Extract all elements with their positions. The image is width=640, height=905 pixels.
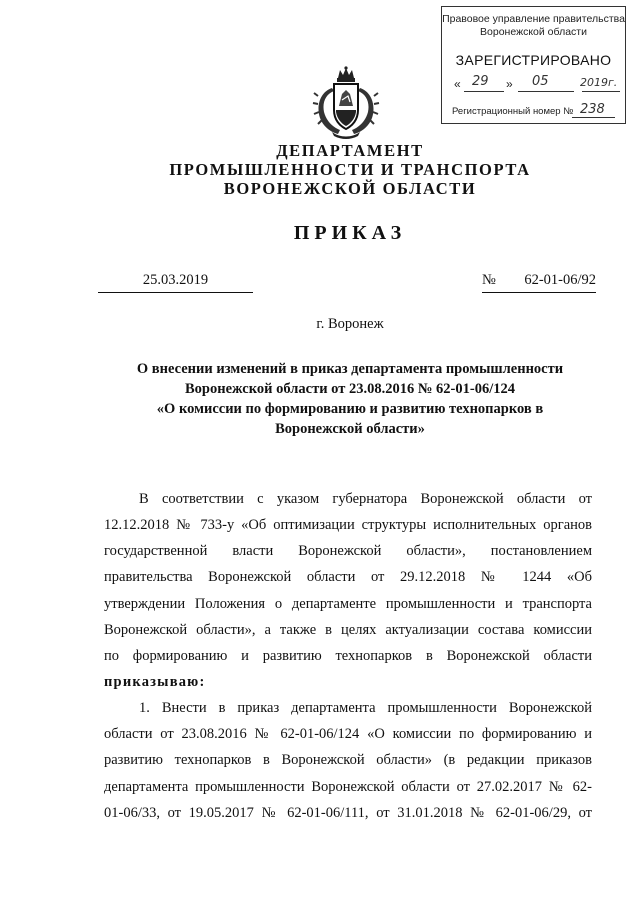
stamp-registered-label: ЗАРЕГИСТРИРОВАНО xyxy=(455,52,612,68)
order-subject xyxy=(110,359,590,439)
subject-line: Воронежской области от 23.08.2016 № 62-01-06/124 xyxy=(185,381,515,397)
subject-line: «О комиссии по формированию и развитию технопарков в xyxy=(156,401,544,417)
department-name-line3: ВОРОНЕЖСКОЙ ОБЛАСТИ xyxy=(223,179,477,198)
body-line: 1. Внести в приказ департамента промышленности Воронежской xyxy=(139,700,592,716)
body-line: государственной власти Воронежской области», постановлением xyxy=(104,543,592,559)
order-number-sign: № xyxy=(482,272,496,288)
body-line: развитию технопарков в Воронежской области» (в редакции приказов xyxy=(104,752,592,768)
body-line: 01-06/33, от 19.05.2017 № 62-01-06/111, от 31.01.2018 № 62-01-06/29, от xyxy=(104,805,592,821)
department-name-line1: ДЕПАРТАМЕНТ xyxy=(276,141,424,160)
stamp-authority xyxy=(442,13,625,39)
body-line: Воронежской области», а также в целях актуализации состава комиссии xyxy=(104,622,592,638)
city-name: г. Воронеж xyxy=(316,316,384,332)
department-name-line2: ПРОМЫШЛЕННОСТИ И ТРАНСПОРТА xyxy=(169,160,531,179)
body-line: правительства Воронежской области от 29.12.2018 № 1244 «Об xyxy=(104,569,592,585)
stamp-authority-line1: Правовое управление правительства xyxy=(442,13,625,25)
order-number xyxy=(482,272,596,293)
stamp-date-close-quote: » xyxy=(506,77,513,91)
order-word: приказываю: xyxy=(104,674,206,690)
stamp-date-day: 29 xyxy=(472,74,489,89)
body-line: 12.12.2018 № 733-у «Об оптимизации структуры исполнительных органов xyxy=(104,517,592,533)
body-line: по формированию и развитию технопарков в Воронежской области xyxy=(104,648,592,664)
body-line: утверждении Положения о департаменте промышленности и транспорта xyxy=(104,596,592,612)
stamp-date-year: 2019г. xyxy=(580,76,618,89)
stamp-date-month: 05 xyxy=(532,74,549,89)
order-date: 25.03.2019 xyxy=(98,272,253,293)
stamp-date xyxy=(452,74,619,95)
order-number-value: 62-01-06/92 xyxy=(524,272,596,288)
stamp-regno-label: Регистрационный номер № xyxy=(452,106,574,117)
subject-line: Воронежской области» xyxy=(275,421,425,437)
stamp-registration-number xyxy=(452,104,619,120)
body-line: области от 23.08.2016 № 62-01-06/124 «О комиссии по формированию и xyxy=(104,726,592,742)
subject-line: О внесении изменений в приказ департамента промышленности xyxy=(136,361,564,377)
registration-stamp xyxy=(441,6,626,124)
body-line: В соответствии с указом губернатора Воронежской области от xyxy=(139,491,592,507)
stamp-authority-line2: Воронежской области xyxy=(480,26,587,38)
document-type-title: ПРИКАЗ xyxy=(293,222,407,244)
coat-of-arms-icon xyxy=(312,66,380,140)
stamp-regno-value: 238 xyxy=(580,102,605,117)
stamp-date-open-quote: « xyxy=(454,77,461,91)
body-line: департамента промышленности Воронежской области от 27.02.2017 № 62- xyxy=(104,779,592,795)
